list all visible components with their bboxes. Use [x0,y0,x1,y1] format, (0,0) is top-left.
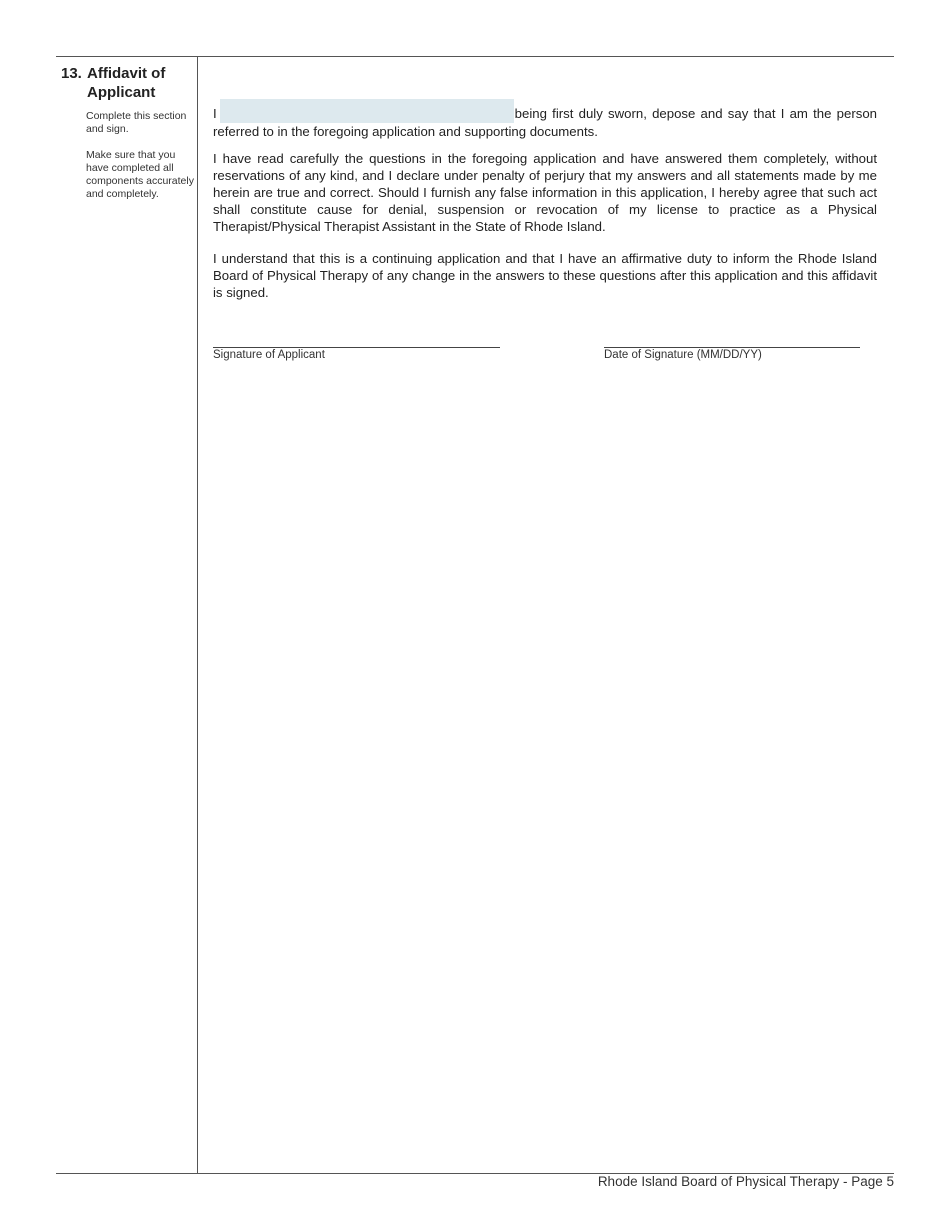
affidavit-paragraph-oath [213,99,877,140]
signature-date-label: Date of Signature (MM/DD/YY) [604,349,762,361]
section-heading [61,64,165,102]
applicant-name-field[interactable] [220,99,514,123]
affidavit-oath-text: being first duly sworn, depose and say that I am the person referred to in the foregoing application and supporting documents. [213,106,877,139]
affidavit-paragraph-continuing: I understand that this is a continuing application and that I have an affirmative duty to inform the Rhode Island Board of Physical Therapy of any change in the answers to these questions after this application and this affidavit is signed. [213,251,877,300]
sidebar-divider [197,56,198,1174]
section-title-line2: Applicant [87,84,156,101]
affidavit-paragraph-declaration: I have read carefully the questions in the foregoing application and have answered them completely, without reservations of any kind, and I declare under penalty of perjury that my answers and all statements made by me herein are true and correct. Should I furnish any false information in this application, I hereby agree that such act shall constitute cause for denial, suspension or revocation of my license to practice as a Physical Therapist/Physical Therapist Assistant in the State of Rhode Island. [213,151,877,234]
affidavit-prefix: I [213,106,217,121]
section-title-line1: Affidavit of [87,65,166,82]
instruction-note-accuracy: Make sure that you have completed all components accurately and completely. [86,149,194,200]
page-footer: Rhode Island Board of Physical Therapy - Page 5 [597,1174,894,1189]
applicant-signature-label: Signature of Applicant [213,349,325,361]
top-rule [56,56,894,57]
instruction-note-complete: Complete this section and sign. [86,110,187,135]
section-number: 13. [61,65,82,82]
